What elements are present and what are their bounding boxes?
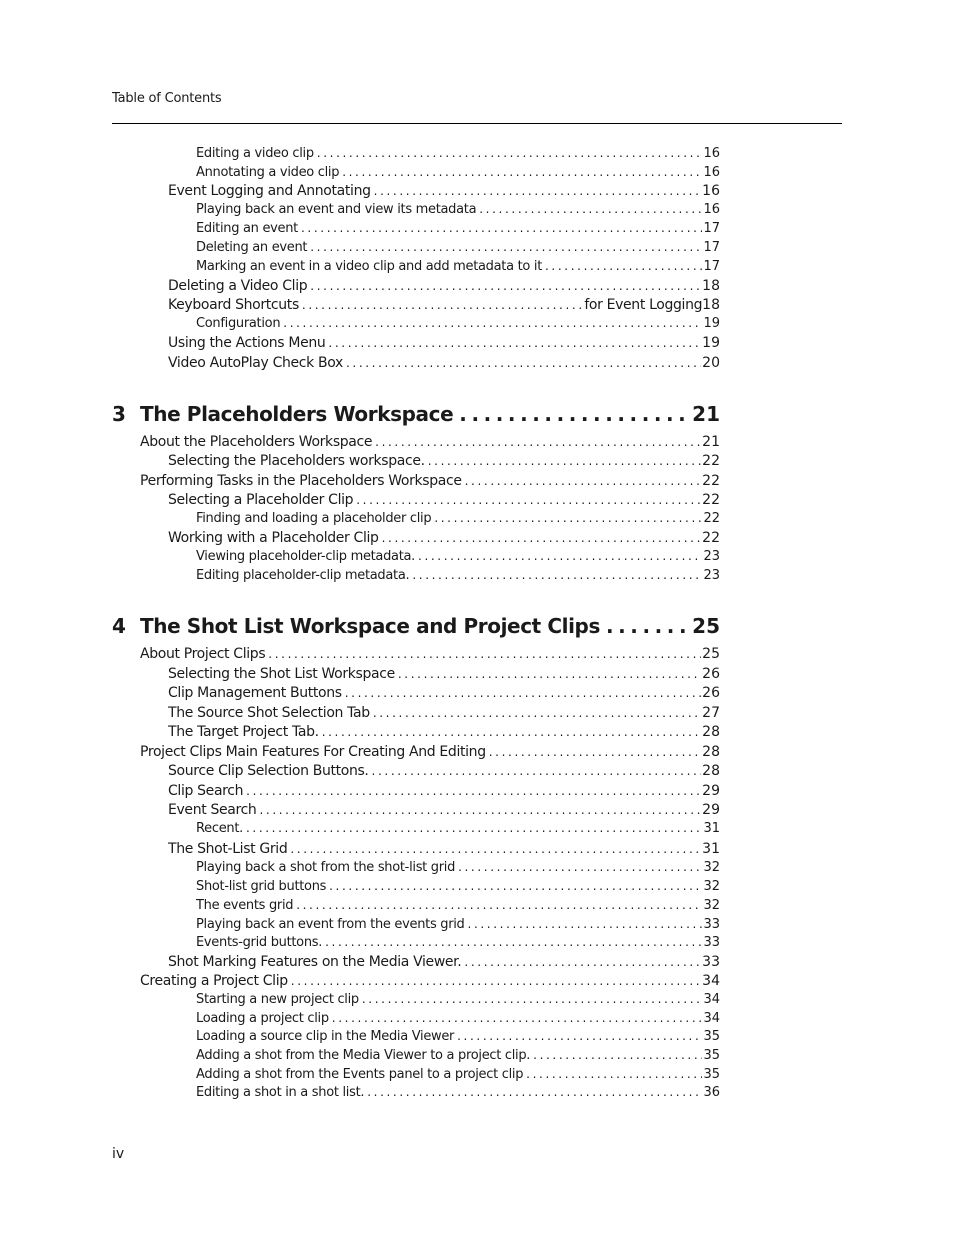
toc-entry-page: 32 bbox=[703, 879, 720, 894]
toc-entry-page: 17 bbox=[703, 221, 720, 236]
toc-entry-title: Selecting the Placeholders workspace. bbox=[168, 453, 425, 469]
toc-entry-title: Viewing placeholder-clip metadata. bbox=[196, 549, 416, 564]
toc-entry[interactable] bbox=[196, 860, 720, 875]
toc-entry-title: Event Search bbox=[168, 802, 257, 818]
toc-entry-title: Clip Management Buttons bbox=[168, 685, 342, 701]
toc-entry-page: 35 bbox=[703, 1067, 720, 1082]
toc-entry[interactable] bbox=[196, 935, 720, 950]
dot-leader bbox=[375, 435, 701, 449]
toc-entry-page: 19 bbox=[703, 316, 720, 331]
toc-entry-title: The Placeholders Workspace bbox=[140, 402, 454, 426]
toc-entry[interactable] bbox=[196, 1085, 720, 1100]
dot-leader bbox=[545, 259, 702, 273]
toc-entry-page: 33 bbox=[703, 917, 720, 932]
toc-entry[interactable] bbox=[168, 492, 720, 508]
dot-leader bbox=[283, 316, 702, 330]
toc-entry[interactable] bbox=[168, 666, 720, 682]
toc-entry-page: 31 bbox=[702, 841, 720, 857]
dot-leader bbox=[328, 336, 701, 350]
dot-leader bbox=[301, 221, 702, 235]
dot-leader bbox=[458, 860, 702, 874]
toc-entry[interactable] bbox=[196, 992, 720, 1007]
dot-leader bbox=[464, 955, 701, 969]
toc-entry-page: 28 bbox=[702, 724, 720, 740]
toc-entry-page: 32 bbox=[703, 898, 720, 913]
dot-leader bbox=[468, 917, 703, 931]
dot-leader bbox=[302, 298, 583, 312]
chapter-number: 3 bbox=[112, 402, 126, 426]
toc-entry-page: 35 bbox=[703, 1029, 720, 1044]
toc-entry-page: 25 bbox=[702, 646, 720, 662]
toc-entry-page: 34 bbox=[702, 973, 720, 989]
toc-entry[interactable] bbox=[168, 183, 720, 199]
toc-entry[interactable] bbox=[196, 202, 720, 217]
toc-entry-page: 23 bbox=[703, 568, 720, 583]
toc-entry-title: Source Clip Selection Buttons. bbox=[168, 763, 369, 779]
toc-entry[interactable] bbox=[140, 434, 720, 450]
toc-chapter[interactable] bbox=[112, 402, 720, 426]
toc-entry-page: 18 bbox=[702, 278, 720, 294]
toc-entry-page: 29 bbox=[702, 802, 720, 818]
toc-entry-page: 26 bbox=[702, 685, 720, 701]
toc-entry[interactable] bbox=[140, 646, 720, 662]
toc-entry-title: Creating a Project Clip bbox=[140, 973, 288, 989]
dot-leader bbox=[290, 842, 701, 856]
toc-entry-page: 33 bbox=[702, 954, 720, 970]
toc-entry-title: Events-grid buttons. bbox=[196, 935, 323, 950]
toc-entry-title: Finding and loading a placeholder clip bbox=[196, 511, 432, 526]
toc-entry-title: Playing back an event from the events grid bbox=[196, 917, 465, 932]
toc-entry-page: 17 bbox=[703, 259, 720, 274]
toc-entry-title: Selecting the Shot List Workspace bbox=[168, 666, 395, 682]
toc-entry[interactable] bbox=[196, 821, 720, 836]
dot-leader bbox=[310, 240, 702, 254]
dot-leader bbox=[259, 803, 701, 817]
toc-entry-title: The events grid bbox=[196, 898, 294, 913]
toc-entry-title: The Shot-List Grid bbox=[168, 841, 288, 857]
toc-entry-page: 19 bbox=[702, 335, 720, 351]
running-header: Table of Contents bbox=[112, 91, 222, 106]
toc-entry-page: 28 bbox=[702, 744, 720, 760]
dot-leader bbox=[412, 568, 702, 582]
toc-entry-title: Video AutoPlay Check Box bbox=[168, 355, 343, 371]
toc-entry-page: 26 bbox=[702, 666, 720, 682]
toc-entry-page: 22 bbox=[702, 492, 720, 508]
dot-leader bbox=[356, 493, 701, 507]
toc-entry-page: 27 bbox=[702, 705, 720, 721]
toc-entry-title: Event Logging and Annotating bbox=[168, 183, 371, 199]
dot-leader bbox=[372, 764, 702, 778]
dot-leader bbox=[325, 935, 702, 949]
toc-entry-title: Deleting a Video Clip bbox=[168, 278, 308, 294]
dot-leader bbox=[345, 686, 701, 700]
dot-leader bbox=[367, 1085, 702, 1099]
toc-entry[interactable] bbox=[168, 954, 720, 970]
dot-leader bbox=[459, 402, 686, 426]
toc-entry-title: Starting a new project clip bbox=[196, 992, 359, 1007]
toc-entry-page: 34 bbox=[703, 992, 720, 1007]
toc-entry-page: 20 bbox=[702, 355, 720, 371]
dot-leader bbox=[418, 549, 702, 563]
toc-entry-page: 35 bbox=[703, 1048, 720, 1063]
toc-entry-title: Editing a shot in a shot list. bbox=[196, 1085, 365, 1100]
toc-entry[interactable] bbox=[168, 355, 720, 371]
toc-entry-page: 36 bbox=[703, 1085, 720, 1100]
page-number: iv bbox=[112, 1146, 125, 1162]
toc-entry-title: Editing placeholder-clip metadata. bbox=[196, 568, 410, 583]
toc-entry-title: The Target Project Tab. bbox=[168, 724, 319, 740]
toc-entry[interactable] bbox=[140, 744, 720, 760]
toc-entry[interactable] bbox=[196, 240, 720, 255]
toc-entry-page: 16 bbox=[703, 146, 720, 161]
dot-leader bbox=[428, 454, 701, 468]
dot-leader bbox=[362, 992, 703, 1006]
toc-entry-page: 32 bbox=[703, 860, 720, 875]
toc-entry-page: 28 bbox=[702, 763, 720, 779]
toc-entry-page: 16 bbox=[703, 165, 720, 180]
dot-leader bbox=[317, 146, 703, 160]
toc-entry-title: Using the Actions Menu bbox=[168, 335, 326, 351]
toc-entry[interactable] bbox=[196, 1011, 720, 1026]
toc-entry-page: 31 bbox=[703, 821, 720, 836]
toc-entry[interactable] bbox=[168, 530, 720, 546]
dot-leader bbox=[526, 1067, 702, 1081]
toc-entry-title: Performing Tasks in the Placeholders Workspace bbox=[140, 473, 462, 489]
toc-entry-title: Loading a source clip in the Media Viewer bbox=[196, 1029, 455, 1044]
toc-entry-title: The Source Shot Selection Tab bbox=[168, 705, 370, 721]
toc-entry-note: for Event Logging bbox=[584, 297, 703, 313]
toc-entry-page: 21 bbox=[692, 402, 720, 426]
toc-entry[interactable] bbox=[196, 259, 720, 274]
toc-entry[interactable] bbox=[196, 898, 720, 913]
toc-entry-title: Configuration bbox=[196, 316, 281, 331]
toc-entry-title: Selecting a Placeholder Clip bbox=[168, 492, 354, 508]
toc-entry-title: Keyboard Shortcuts bbox=[168, 297, 299, 313]
dot-leader bbox=[332, 1011, 703, 1025]
dot-leader bbox=[373, 706, 701, 720]
toc-chapter[interactable] bbox=[112, 614, 720, 638]
dot-leader bbox=[296, 898, 702, 912]
toc-entry-title: About the Placeholders Workspace bbox=[140, 434, 373, 450]
toc-entry[interactable] bbox=[140, 473, 720, 489]
dot-leader bbox=[291, 974, 701, 988]
dot-leader bbox=[533, 1048, 702, 1062]
dot-leader bbox=[342, 165, 702, 179]
toc-entry-page: 25 bbox=[692, 614, 720, 638]
toc-entry-title: Deleting an event bbox=[196, 240, 308, 255]
toc-entry[interactable] bbox=[196, 146, 720, 161]
toc-entry-title: The Shot List Workspace and Project Clips bbox=[140, 614, 600, 638]
toc-entry-title: Adding a shot from the Events panel to a project clip bbox=[196, 1067, 524, 1082]
toc-entry[interactable] bbox=[196, 917, 720, 932]
toc-entry-title: Marking an event in a video clip and add metadata to it bbox=[196, 259, 542, 274]
toc-entry-page: 22 bbox=[702, 530, 720, 546]
toc-entry-page: 23 bbox=[703, 549, 720, 564]
toc-entry[interactable] bbox=[196, 1048, 720, 1063]
toc-entry[interactable] bbox=[168, 705, 720, 721]
chapter-number: 4 bbox=[112, 614, 126, 638]
toc-entry[interactable] bbox=[168, 783, 720, 799]
toc-entry-page: 17 bbox=[703, 240, 720, 255]
dot-leader bbox=[489, 745, 701, 759]
toc-entry-title: Editing a video clip bbox=[196, 146, 314, 161]
toc-entry[interactable] bbox=[168, 802, 720, 818]
toc-entry-page: 16 bbox=[702, 183, 720, 199]
toc-entry-title: Recent. bbox=[196, 821, 243, 836]
toc-entry[interactable] bbox=[168, 685, 720, 701]
toc-entry[interactable] bbox=[168, 297, 720, 313]
toc-entry[interactable] bbox=[196, 568, 720, 583]
dot-leader bbox=[606, 614, 686, 638]
dot-leader bbox=[434, 511, 702, 525]
toc-entry-page: 34 bbox=[703, 1011, 720, 1026]
toc-entry[interactable] bbox=[196, 511, 720, 526]
toc-entry-page: 16 bbox=[703, 202, 720, 217]
toc-entry[interactable] bbox=[168, 335, 720, 351]
dot-leader bbox=[479, 202, 702, 216]
toc-entry-title: Project Clips Main Features For Creating And Editing bbox=[140, 744, 486, 760]
toc-entry[interactable] bbox=[196, 549, 720, 564]
toc-entry[interactable] bbox=[196, 221, 720, 236]
toc-entry[interactable] bbox=[196, 165, 720, 180]
toc-entry-page: 21 bbox=[702, 434, 720, 450]
dot-leader bbox=[346, 356, 701, 370]
toc-entry-page: 33 bbox=[703, 935, 720, 950]
toc-entry-title: Shot Marking Features on the Media Viewer. bbox=[168, 954, 462, 970]
toc-entry-page: 18 bbox=[702, 297, 720, 313]
toc-entry-title: Adding a shot from the Media Viewer to a project clip. bbox=[196, 1048, 531, 1063]
dot-leader bbox=[374, 184, 702, 198]
toc-entry-title: Clip Search bbox=[168, 783, 244, 799]
toc-entry-title: Working with a Placeholder Clip bbox=[168, 530, 379, 546]
toc-entry-page: 22 bbox=[702, 473, 720, 489]
toc-entry-title: Annotating a video clip bbox=[196, 165, 340, 180]
dot-leader bbox=[457, 1029, 702, 1043]
dot-leader bbox=[322, 725, 701, 739]
dot-leader bbox=[329, 879, 702, 893]
toc-entry-title: Playing back an event and view its metadata bbox=[196, 202, 477, 217]
toc-entry[interactable] bbox=[168, 724, 720, 740]
dot-leader bbox=[310, 279, 701, 293]
dot-leader bbox=[268, 647, 701, 661]
toc-entry[interactable] bbox=[168, 453, 720, 469]
toc-entry[interactable] bbox=[196, 1067, 720, 1082]
toc-entry-title: Editing an event bbox=[196, 221, 298, 236]
dot-leader bbox=[382, 531, 702, 545]
toc-entry[interactable] bbox=[168, 278, 720, 294]
toc-entry[interactable] bbox=[196, 879, 720, 894]
dot-leader bbox=[246, 784, 701, 798]
dot-leader bbox=[246, 821, 702, 835]
toc-entry[interactable] bbox=[168, 763, 720, 779]
toc-entry-page: 22 bbox=[702, 453, 720, 469]
toc-entry[interactable] bbox=[196, 1029, 720, 1044]
dot-leader bbox=[398, 667, 701, 681]
toc-entry[interactable] bbox=[168, 841, 720, 857]
toc-entry-title: Shot-list grid buttons bbox=[196, 879, 327, 894]
dot-leader bbox=[465, 474, 702, 488]
toc-entry-page: 29 bbox=[702, 783, 720, 799]
toc-entry-title: Playing back a shot from the shot-list grid bbox=[196, 860, 456, 875]
toc-entry[interactable] bbox=[140, 973, 720, 989]
toc-entry[interactable] bbox=[196, 316, 720, 331]
toc-entry-title: Loading a project clip bbox=[196, 1011, 329, 1026]
toc-entry-page: 22 bbox=[703, 511, 720, 526]
toc-entry-title: About Project Clips bbox=[140, 646, 266, 662]
